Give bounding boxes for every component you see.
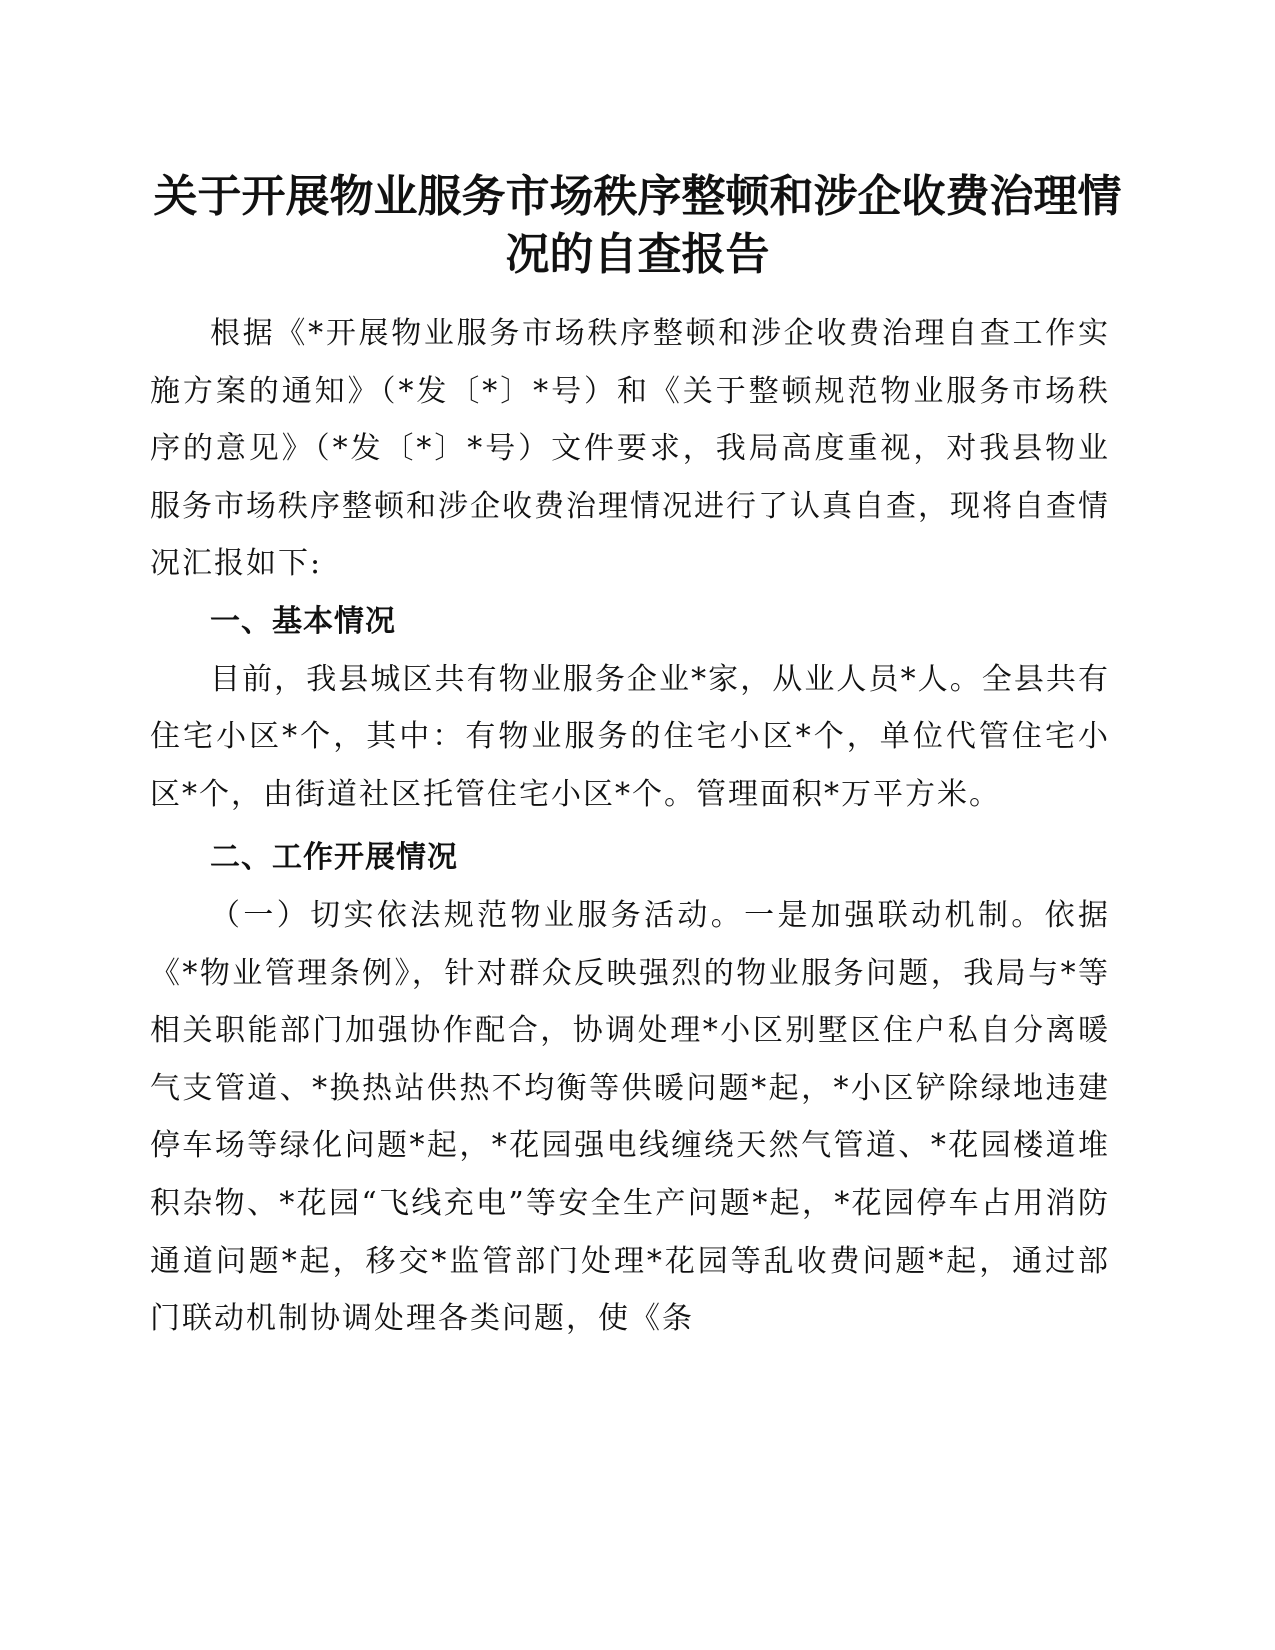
intro-paragraph: 根据《*开展物业服务市场秩序整顿和涉企收费治理自查工作实施方案的通知》（*发〔*〕*号）和《关于整顿规范物业服务市场秩序的意见》（*发〔*〕*号）文件要求，我局高度重视，对我县物业服务市场秩序整顿和涉企收费治理情况进行了认真自查，现将自查情况汇报如下: xyxy=(150,316,1110,582)
document-title: 关于开展物业服务市场秩序整顿和涉企收费治理情况的自查报告 xyxy=(153,171,1122,280)
section-heading-basic-info: 一、基本情况 xyxy=(210,603,396,639)
work-progress-paragraph: （一）切实依法规范物业服务活动。一是加强联动机制。依据《*物业管理条例》，针对群众反映强烈的物业服务问题，我局与*等相关职能部门加强协作配合，协调处理*小区别墅区住户私自分离暖气支管道、*换热站供热不均衡等供暖问题*起，*小区铲除绿地违建停车场等绿化问题*起，*花园强电线缠绕天然气管道、*花园楼道堆积杂物、*花园“飞线充电”等安全生产问题*起，*花园停车占用消防通道问题*起，移交*监管部门处理*花园等乱收费问题*起，通过部门联动机制协调处理各类问题，使《条 xyxy=(150,897,1110,1337)
section-heading-work-progress: 二、工作开展情况 xyxy=(210,840,458,876)
basic-info-paragraph: 目前，我县城区共有物业服务企业*家，从业人员*人。全县共有住宅小区*个，其中：有物业服务的住宅小区*个，单位代管住宅小区*个，由街道社区托管住宅小区*个。管理面积*万平方米。 xyxy=(150,661,1110,812)
document-body xyxy=(150,305,1110,1348)
